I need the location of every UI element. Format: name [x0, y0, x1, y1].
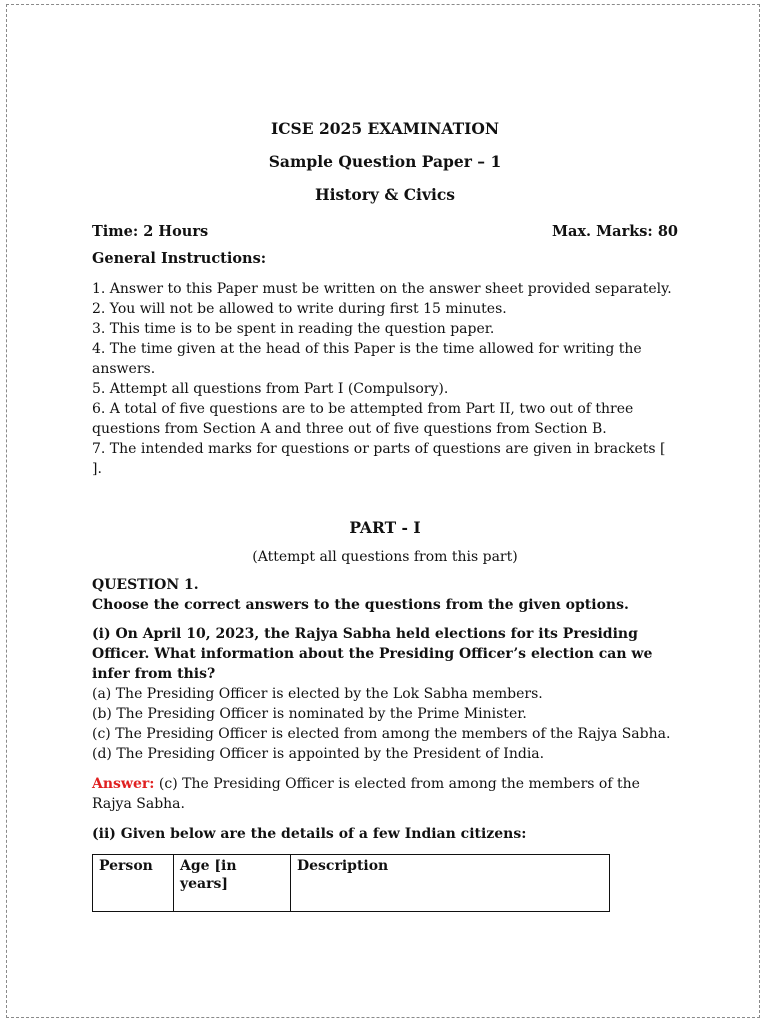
- answer-label: Answer:: [92, 776, 155, 792]
- part-subtitle: (Attempt all questions from this part): [252, 549, 518, 565]
- subject-title: History & Civics: [315, 185, 455, 204]
- table-header-person: Person: [93, 855, 174, 912]
- citizens-table: [92, 854, 610, 912]
- instruction-item: 4. The time given at the head of this Paper is the time allowed for writing the answers.: [92, 341, 642, 377]
- table-header-age: Age [in years]: [174, 855, 291, 912]
- answer-block: [92, 774, 678, 814]
- question-label: QUESTION 1.: [92, 577, 199, 593]
- option-a: (a) The Presiding Officer is elected by the Lok Sabha members.: [92, 686, 543, 702]
- instructions-list: [92, 279, 678, 479]
- table-header-row: [93, 855, 610, 912]
- document-content: [92, 118, 678, 912]
- part-title: PART - I: [349, 518, 421, 537]
- question-stem-ii: (ii) Given below are the details of a few Indian citizens:: [92, 826, 527, 842]
- table-header-description: Description: [291, 855, 610, 912]
- instruction-item: 7. The intended marks for questions or parts of questions are given in brackets [ ].: [92, 441, 666, 477]
- answer-text: (c) The Presiding Officer is elected from among the members of the Rajya Sabha.: [92, 776, 640, 812]
- option-d: (d) The Presiding Officer is appointed by the President of India.: [92, 746, 545, 762]
- instruction-item: 3. This time is to be spent in reading the question paper.: [92, 321, 495, 337]
- question-stem-i: (i) On April 10, 2023, the Rajya Sabha held elections for its Presiding Officer. What information about the Presiding Officer’s election can we infer from this?: [92, 626, 653, 682]
- instruction-item: 2. You will not be allowed to write during first 15 minutes.: [92, 301, 507, 317]
- instruction-item: 6. A total of five questions are to be attempted from Part II, two out of three questions from Section A and three out of five questions from Section B.: [92, 401, 634, 437]
- time-marks-row: [92, 222, 678, 242]
- max-marks-label: Max. Marks: 80: [551, 223, 678, 240]
- options-list: [92, 684, 678, 764]
- instruction-item: 1. Answer to this Paper must be written on the answer sheet provided separately.: [92, 281, 672, 297]
- option-c: (c) The Presiding Officer is elected from among the members of the Rajya Sabha.: [92, 726, 671, 742]
- instruction-item: 5. Attempt all questions from Part I (Compulsory).: [92, 381, 449, 397]
- time-label: Time: 2 Hours: [92, 223, 209, 240]
- question-instruction: Choose the correct answers to the questions from the given options.: [92, 597, 629, 613]
- exam-title: ICSE 2025 EXAMINATION: [270, 119, 500, 138]
- paper-title: Sample Question Paper – 1: [268, 152, 502, 171]
- option-b: (b) The Presiding Officer is nominated by the Prime Minister.: [92, 706, 527, 722]
- instructions-title: General Instructions:: [92, 250, 267, 267]
